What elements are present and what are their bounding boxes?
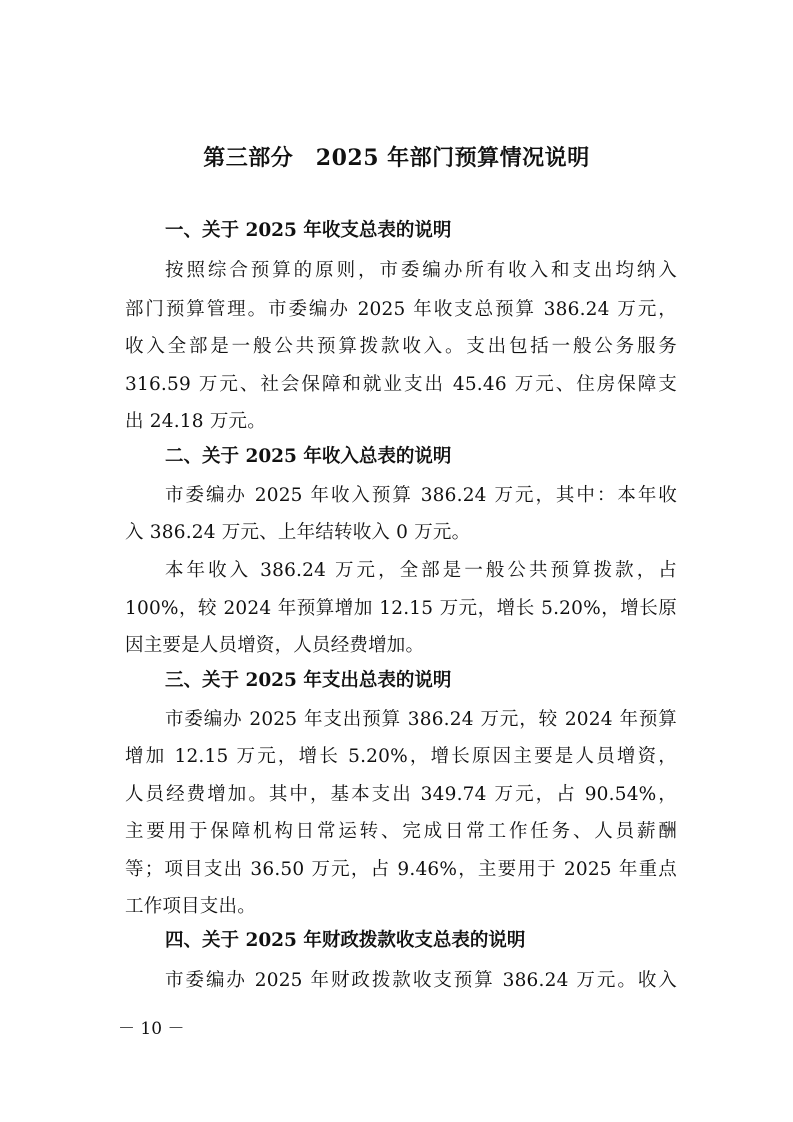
section-heading-4: 四、关于 2025 年财政拨款收支总表的说明: [165, 930, 526, 951]
page-number: － 10 －: [118, 1019, 185, 1039]
paragraph-line: 增加 12.15 万元，增长 5.20%，增长原因主要是人员增资，: [125, 746, 677, 767]
paragraph-line: 本年收入 386.24 万元，全部是一般公共预算拨款，占: [165, 560, 677, 581]
paragraph-line: 市委编办 2025 年收入预算 386.24 万元，其中：本年收: [165, 485, 677, 506]
section-heading-2: 二、关于 2025 年收入总表的说明: [165, 446, 452, 467]
paragraph-line: 100%，较 2024 年预算增加 12.15 万元，增长 5.20%，增长原: [125, 598, 677, 619]
paragraph-line: 市委编办 2025 年财政拨款收支预算 386.24 万元。收入: [165, 970, 677, 991]
paragraph-line: 入 386.24 万元、上年结转收入 0 万元。: [125, 522, 471, 543]
paragraph-line: 部门预算管理。市委编办 2025 年收支总预算 386.24 万元，: [125, 299, 677, 320]
paragraph-line: 出 24.18 万元。: [125, 411, 266, 432]
paragraph-line: 人员经费增加。其中，基本支出 349.74 万元，占 90.54%，: [125, 784, 677, 805]
section-heading-3: 三、关于 2025 年支出总表的说明: [165, 670, 452, 691]
paragraph-line: 市委编办 2025 年支出预算 386.24 万元，较 2024 年预算: [165, 709, 677, 730]
paragraph-line: 收入全部是一般公共预算拨款收入。支出包括一般公务服务: [125, 336, 677, 357]
paragraph-line: 等；项目支出 36.50 万元，占 9.46%，主要用于 2025 年重点: [125, 859, 677, 880]
paragraph-line: 工作项目支出。: [125, 896, 256, 917]
paragraph-line: 316.59 万元、社会保障和就业支出 45.46 万元、住房保障支: [125, 374, 677, 395]
paragraph-line: 主要用于保障机构日常运转、完成日常工作任务、人员薪酬: [125, 821, 677, 842]
section-heading-1: 一、关于 2025 年收支总表的说明: [165, 220, 452, 241]
paragraph-line: 按照综合预算的原则，市委编办所有收入和支出均纳入: [165, 260, 677, 281]
paragraph-line: 因主要是人员增资，人员经费增加。: [125, 635, 425, 656]
page-title: 第三部分 2025 年部门预算情况说明: [203, 145, 590, 171]
